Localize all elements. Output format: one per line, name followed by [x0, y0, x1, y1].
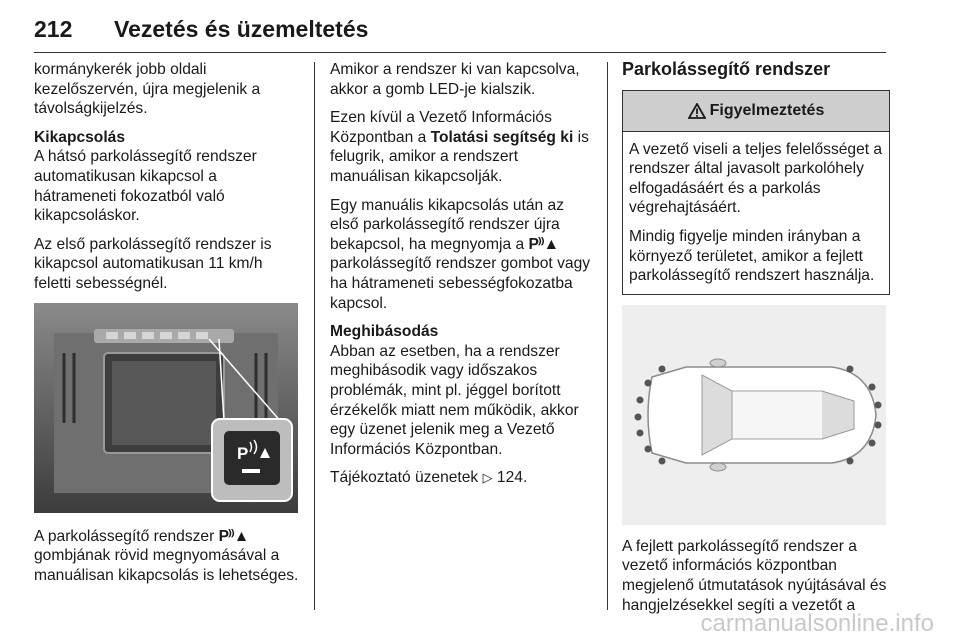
park-assist-icon: P⁾⁾▲	[528, 235, 559, 253]
car-sensor-figure	[622, 305, 886, 525]
park-assist-icon: P⁾⁾▲	[218, 527, 249, 545]
section-title: Parkolássegítő rendszer	[622, 59, 831, 79]
paragraph: A hátsó parkolássegítő rendszer automatikusan kikapcsol a hátrameneti fokozatból való kikapcsoláskor.	[34, 148, 257, 225]
watermark: carmanualsonline.info	[700, 610, 934, 637]
paragraph	[330, 108, 595, 186]
paragraph: kormánykerék jobb oldali kezelőszervén, újra megjelenik a távolságkijelzés.	[34, 61, 261, 118]
paragraph: A fejlett parkolássegítő rendszer a vezető információs központban megjelenő útmutatások nyújtásával és hangjelzésekkel segíti a vezetőt a	[622, 537, 887, 614]
paragraph	[330, 468, 595, 488]
paragraph: Mindig figyelje minden irányban a környező területet, amikor a fejlett parkolássegítő rendszert használja.	[629, 227, 875, 285]
page-number: 212	[34, 16, 73, 42]
column-3	[622, 60, 890, 624]
warning-body	[623, 132, 889, 294]
figure-caption	[34, 527, 302, 586]
column-divider-1	[314, 62, 315, 610]
text-span: Tájékoztató üzenetek	[330, 469, 479, 487]
warning-title: Figyelmeztetés	[709, 101, 825, 119]
column-2	[330, 60, 595, 497]
column-1	[34, 60, 302, 594]
message-name: Tolatási segítség ki	[430, 128, 574, 146]
page-reference-link[interactable]: 124.	[496, 469, 528, 487]
paragraph: A vezető viseli a teljes felelősséget a rendszer által javasolt parkolóhely elfogadásáért és a parkolás végrehajtásáért.	[629, 140, 883, 217]
caption-text: gombjának rövid megnyomásával a manuálisan kikapcsolás is lehetséges.	[34, 547, 299, 584]
chapter-title: Vezetés és üzemeltetés	[114, 16, 369, 42]
subheading-kikapcsolas: Kikapcsolás	[34, 128, 126, 146]
caption-text: A parkolássegítő rendszer	[34, 527, 215, 545]
subheading-meghibasodas: Meghibásodás	[330, 323, 439, 341]
text-span: Egy manuális kikapcsolás után az első parkolássegítő rendszer újra bekapcsol, ha megnyomja a	[330, 196, 565, 253]
page-header	[34, 10, 886, 53]
park-button-label: P	[237, 443, 249, 463]
warning-triangle-icon	[688, 103, 706, 119]
dashboard-figure	[34, 303, 298, 513]
column-divider-2	[607, 62, 608, 610]
text-span: is felugrik, amikor a rendszert manuálisan kikapcsolják.	[330, 128, 589, 185]
warning-box	[622, 90, 890, 295]
warning-header	[623, 91, 889, 132]
text-span: parkolássegítő rendszer gombot vagy ha hátrameneti sebességfokozatba kapcsol.	[330, 255, 591, 312]
paragraph: Az első parkolássegítő rendszer is kikapcsol automatikusan 11 km/h feletti sebességnél.	[34, 235, 272, 292]
reference-arrow-icon: ▷	[482, 470, 493, 486]
text-span: Ezen kívül a Vezető Információs Központban a	[330, 109, 552, 146]
paragraph: Amikor a rendszer ki van kapcsolva, akkor a gomb LED-je kialszik.	[330, 61, 580, 98]
paragraph: Abban az esetben, ha a rendszer meghibásodik vagy időszakos problémák, mint pl. jéggel borított érzékelők miatt nem működik, akkor egy üzenet jelenik meg a Vezető Információs Központban.	[330, 342, 579, 458]
paragraph	[330, 196, 595, 314]
